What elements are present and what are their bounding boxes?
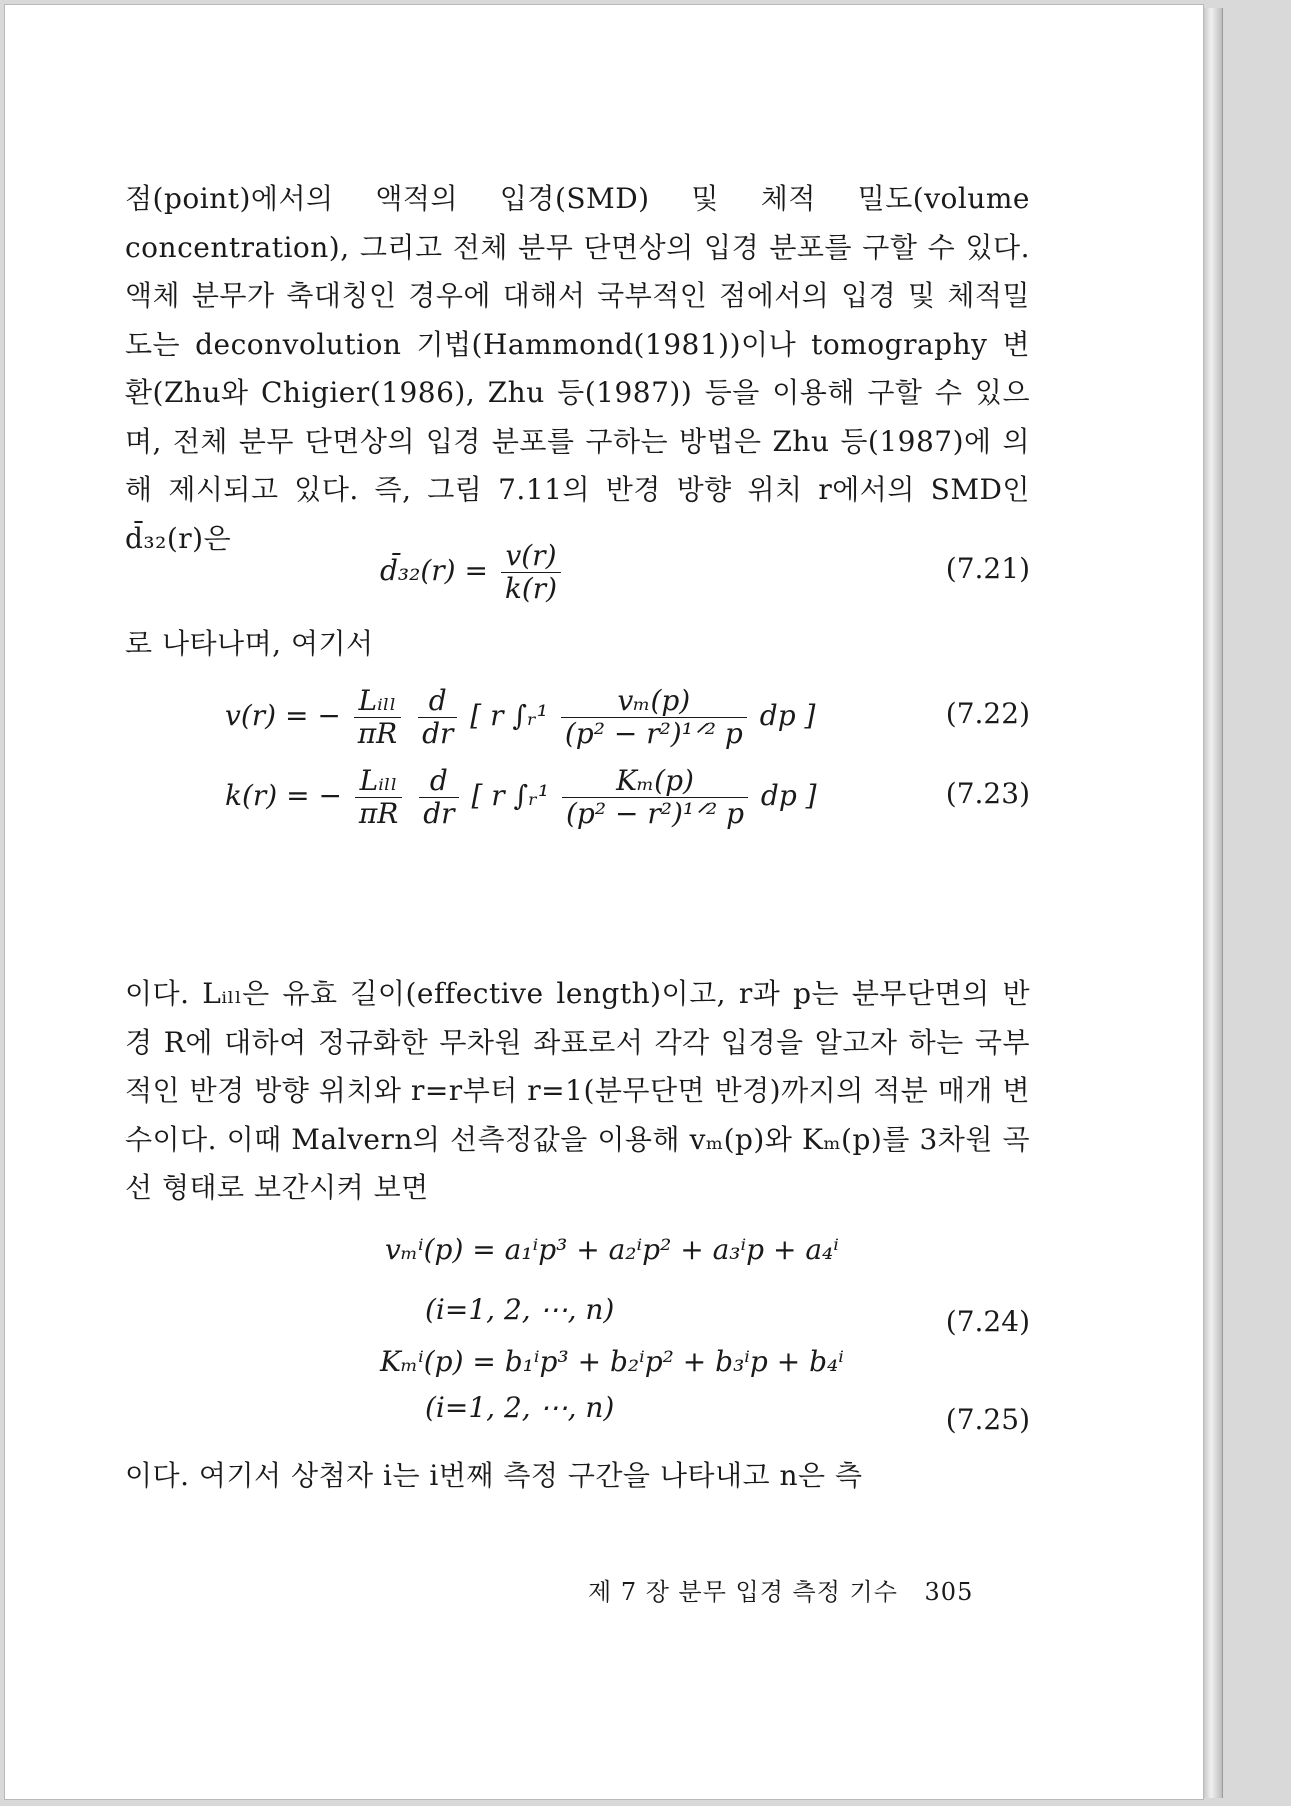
book-page [4, 4, 1204, 1800]
eq-7-22-coef-num: Lᵢₗₗ [354, 685, 401, 718]
eq-7-25-label: (7.25) [945, 1403, 1030, 1436]
eq-7-23-coef [355, 765, 402, 830]
eq-7-22-coef [354, 685, 401, 750]
page-number: 305 [924, 1578, 974, 1606]
equation-7-24-line2 [125, 1293, 1030, 1353]
eq-7-23-coef-den: πR [358, 797, 399, 830]
eq-7-22-deriv-den: dr [422, 717, 454, 750]
eq-7-23-deriv-den: dr [423, 797, 455, 830]
eq-7-22-integrand-den: (p² − r²)¹ᐟ² p [564, 717, 743, 750]
equation-7-24-line1 [125, 1233, 1030, 1293]
eq-7-25-range: (i=1, 2, ⋯, n) [425, 1391, 615, 1424]
eq-7-21-lhs: d̄₃₂(r) = [380, 554, 488, 587]
equation-7-23 [125, 764, 1030, 830]
eq-7-21-numerator: v(r) [501, 540, 561, 573]
equation-7-21 [125, 539, 1030, 605]
paragraph-4: 이다. 여기서 상첨자 i는 i번째 측정 구간을 나타내고 n은 측 [125, 1459, 863, 1492]
eq-7-23-deriv-num: d [419, 765, 458, 798]
eq-7-21-fraction [501, 540, 561, 605]
page-edge [1204, 8, 1223, 1798]
eq-7-23-coef-num: Lᵢₗₗ [355, 765, 402, 798]
eq-7-22-integrand-num: vₘ(p) [561, 685, 747, 718]
paragraph-1: 점(point)에서의 액적의 입경(SMD) 및 체적 밀도(volume concentration), 그리고 전체 분무 단면상의 입경 분포를 구할 수 있다. 액체 분무가 축대칭인 경우에 대해서 국부적인 점에서의 입경 및 체적밀도는 deconvolution 기법(Hammond(1981))이나 tomography 변환(Zhu와 Chigier(1986), Zhu 등(1987)) 등을 이용해 구할 수 있으며, 전체 분무 단면상의 입경 분포를 구하는 방법은 Zhu 등(1987)에 의해 제시되고 있다. 즉, 그림 7.11의 반경 방향 위치 r에서의 SMD인 d̄₃₂(r)은 [125, 182, 1030, 555]
paragraph-3: 이다. Lᵢₗₗ은 유효 길이(effective length)이고, r과 p는 분무단면의 반경 R에 대하여 정규화한 무차원 좌표로서 각각 입경을 알고자 하는 국부적인 반경 방향 위치와 r=r부터 r=1(분무단면 반경)까지의 적분 매개 변수이다. 이때 Malvern의 선측정값을 이용해 vₘ(p)와 Kₘ(p)를 3차원 곡선 형태로 보간시켜 보면 [125, 977, 1030, 1204]
paragraph-2: 로 나타나며, 여기서 [125, 627, 374, 660]
page-footer [588, 1572, 973, 1607]
equation-7-25-line2 [125, 1391, 1030, 1451]
eq-7-25-formula: Kₘⁱ(p) = b₁ⁱp³ + b₂ⁱp² + b₃ⁱp + b₄ⁱ [380, 1345, 844, 1378]
eq-7-22-integral: [ r ∫ᵣ¹ [470, 699, 548, 732]
eq-7-23-integrand-num: Kₘ(p) [562, 765, 748, 798]
eq-7-22-lhs: v(r) = − [225, 699, 341, 732]
eq-7-22-integrand [561, 685, 747, 750]
eq-7-21-denominator: k(r) [504, 572, 558, 605]
eq-7-24-formula: vₘⁱ(p) = a₁ⁱp³ + a₂ⁱp² + a₃ⁱp + a₄ⁱ [385, 1233, 839, 1266]
eq-7-24-label: (7.24) [945, 1305, 1030, 1338]
eq-7-22-label: (7.22) [945, 697, 1030, 730]
eq-7-23-deriv [419, 765, 458, 830]
eq-7-22-tail: dp ] [759, 699, 816, 732]
chapter-title: 제 7 장 분무 입경 측정 기수 [588, 1578, 898, 1606]
eq-7-23-integrand [562, 765, 748, 830]
eq-7-22-deriv [418, 685, 457, 750]
eq-7-22-deriv-num: d [418, 685, 457, 718]
eq-7-23-integral: [ r ∫ᵣ¹ [471, 779, 550, 812]
eq-7-23-lhs: k(r) = − [225, 779, 342, 812]
eq-7-24-range: (i=1, 2, ⋯, n) [425, 1293, 615, 1326]
eq-7-23-tail: dp ] [760, 779, 817, 812]
eq-7-23-label: (7.23) [945, 777, 1030, 810]
eq-7-21-label: (7.21) [945, 552, 1030, 585]
eq-7-23-integrand-den: (p² − r²)¹ᐟ² p [566, 797, 744, 830]
equation-7-22 [125, 684, 1030, 750]
eq-7-22-coef-den: πR [357, 717, 398, 750]
